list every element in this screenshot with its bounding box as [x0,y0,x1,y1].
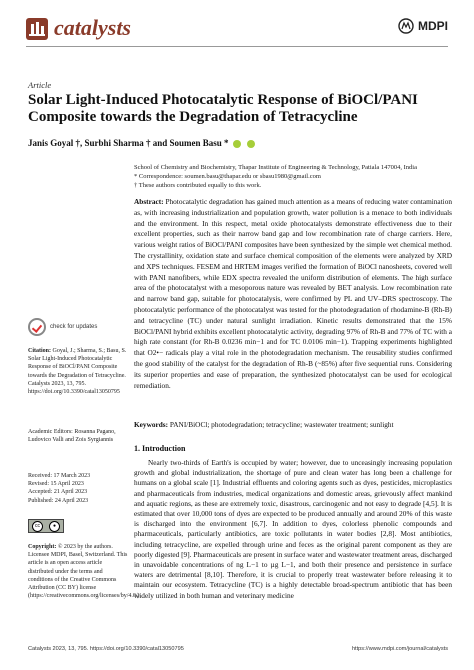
academic-editors: Academic Editors: Rosanna Pagano, Ludovico Valli and Zois Syrgiannis [28,429,116,444]
dates-block [28,472,128,505]
copyright-label: Copyright: [28,544,57,550]
orcid-icon[interactable] [247,140,255,148]
equal-contribution-note: † These authors contributed equally to this work. [134,182,262,189]
introduction-text: Nearly two-thirds of Earth's is occupied by water; however, due to unceasingly increasing population growth and global industrialization, the shortage of pure and clean water has long been a challenge for humans on a global scale [1]. Industrial effluents and coloring agents such as dyes, pesticides, microplastics and pharmaceuticals from industries, medical organizations and domestic areas, grievously affect mankind and aquatic regions, as these are extremely toxic, disastrous, carcinogenic and not easy to degrade [4,5]. It is estimated that over 10,000 tons of dyes are expected to be produced annually and around 20% of this waste is discharged into the environment [6,7]. In addition to dyes, colorless phenolic compounds and pharmaceuticals, particularly antibiotics, are toxic pollutants in water bodies [2,8]. Most antibiotics, including tetracycline, are expelled through urine and feces as the original parent component as they are poorly digested [9]. Pharmaceuticals are present in surface water and wastewater treatment areas, discharged in unavoidable concentrations of ng L−1 to µg L−1, and both their presence and persistence in surface waters are detrimental [8,10]. Therefore, it is crucial to properly treat wastewater before releasing it to maintain our ecosystem. Tetracycline (TC) is a highly detectable broad-spectrum antibiotic that has been widely utilized in both human and veterinary medicine [134,458,452,600]
copyright-text: © 2023 by the authors. Licensee MDPI, Basel, Switzerland. This article is an open access article distributed under the terms and conditions of the Creative Commons Attribution (CC BY) license (https://creativecommons.org/licenses/by/4.0/). [28,544,142,600]
citation-label: Citation: [28,348,51,354]
journal-logo-icon [26,18,48,40]
abstract-label: Abstract: [134,197,164,206]
header-divider [26,46,448,47]
accepted-date: Accepted: 21 April 2023 [28,489,88,496]
check-updates-icon [28,318,46,336]
author-list [28,138,257,148]
revised-date: Revised: 15 April 2023 [28,481,84,488]
citation-text: Goyal, J.; Sharma, S.; Basu, S. Solar Light-Induced Photocatalytic Response of BiOCl/PANI Composite towards the Degradation of Tetracycline. Catalysts 2023, 13, 795. https://doi.org/10.3390/catal13050795 [28,348,127,396]
cc-license-badge[interactable] [28,519,64,533]
by-icon: ● [49,521,60,532]
received-date: Received: 17 March 2023 [28,473,91,479]
abstract [134,197,452,391]
publisher-name: MDPI [418,19,448,33]
authors-text: Janis Goyal †, Surbhi Sharma † and Soumen Basu * [28,138,229,148]
correspondence: * Correspondence: soumen.basu@thapar.edu or sbasu1980@gmail.com [134,173,321,180]
affiliations [134,163,449,190]
check-for-updates-button[interactable] [28,318,97,336]
keywords-label: Keywords: [134,420,169,429]
affiliation: School of Chemistry and Biochemistry, Thapar Institute of Engineering & Technology, Patiala 147004, India [134,164,417,171]
journal-name: catalysts [54,15,131,40]
published-date: Published: 24 April 2023 [28,497,89,504]
page-footer [28,646,448,652]
orcid-icon[interactable] [233,140,241,148]
cc-icon: cc [32,521,43,532]
keywords-text: PANI/BiOCl; photodegradation; tetracycline; wastewater treatment; sunlight [169,420,394,429]
keywords [134,420,452,430]
copyright-block [28,543,142,600]
section-heading: 1. Introduction [134,444,186,453]
publisher-logo [398,18,448,34]
footer-journal-link[interactable]: https://www.mdpi.com/journal/catalysts [351,646,448,652]
article-title: Solar Light-Induced Photocatalytic Response of BiOCl/PANI Composite towards the Degradation of Tetracycline [28,92,418,125]
citation-block [28,347,128,396]
article-type: Article [28,80,52,90]
abstract-text: Photocatalytic degradation has gained much attention as a means of reducing water contamination as, with increasing industrialization and population growth, water pollution is a menace to both individuals and the environment. In this respect, metal oxide photocatalysts demonstrate effectiveness due to their excellent properties, such as their narrow band gap and low recombination rate of charge carriers. Here, various weight ratios of BiOCl/PANI composites have been synthesized by the simple wet chemical method. The crystallinity, oxidation state and surface chemical composition of the elements were analyzed by XRD and XPS techniques. FESEM and HRTEM images verified the formation of BiOCl nanosheets, covered well with PANI nanofibers, while EDX spectra revealed the uniform distribution of elements. The high surface area of the photocatalyst with a mesoporous nature was revealed by BET analysis. Low recombination rate and narrow band gap, suitable for photocatalysis, were confirmed by PL and UV–DRS spectroscopy. The photocatalytic performance of the photocatalyst was tested for the photodegradation of rhodamine-B (Rh-B) and tetracycline (TC) under natural sunlight irradiation. Kinetic results demonstrated that the 15% BiOCl/PANI hybrid exhibits excellent photocatalytic activity, degrading 97% of Rh-B and 77% of TC with a high rate constant (for Rh-B 0.0236 min−1 and for TC 0.0106 min−1). Trapping experiments highlighted that O2•− radicals play a vital role in the photodegradation mechanism. The reusability studies confirmed the good stability of the catalyst for the degradation of Rh-B (~85%) after five sequential runs. Considering its superior properties and ease of preparation, the synthesized photocatalyst can be used for ecological remediation. [134,197,453,390]
check-updates-label: check for updates [50,323,98,330]
mdpi-icon [398,18,414,34]
footer-citation: Catalysts 2023, 13, 795. https://doi.org/10.3390/catal13050795 [28,646,184,652]
